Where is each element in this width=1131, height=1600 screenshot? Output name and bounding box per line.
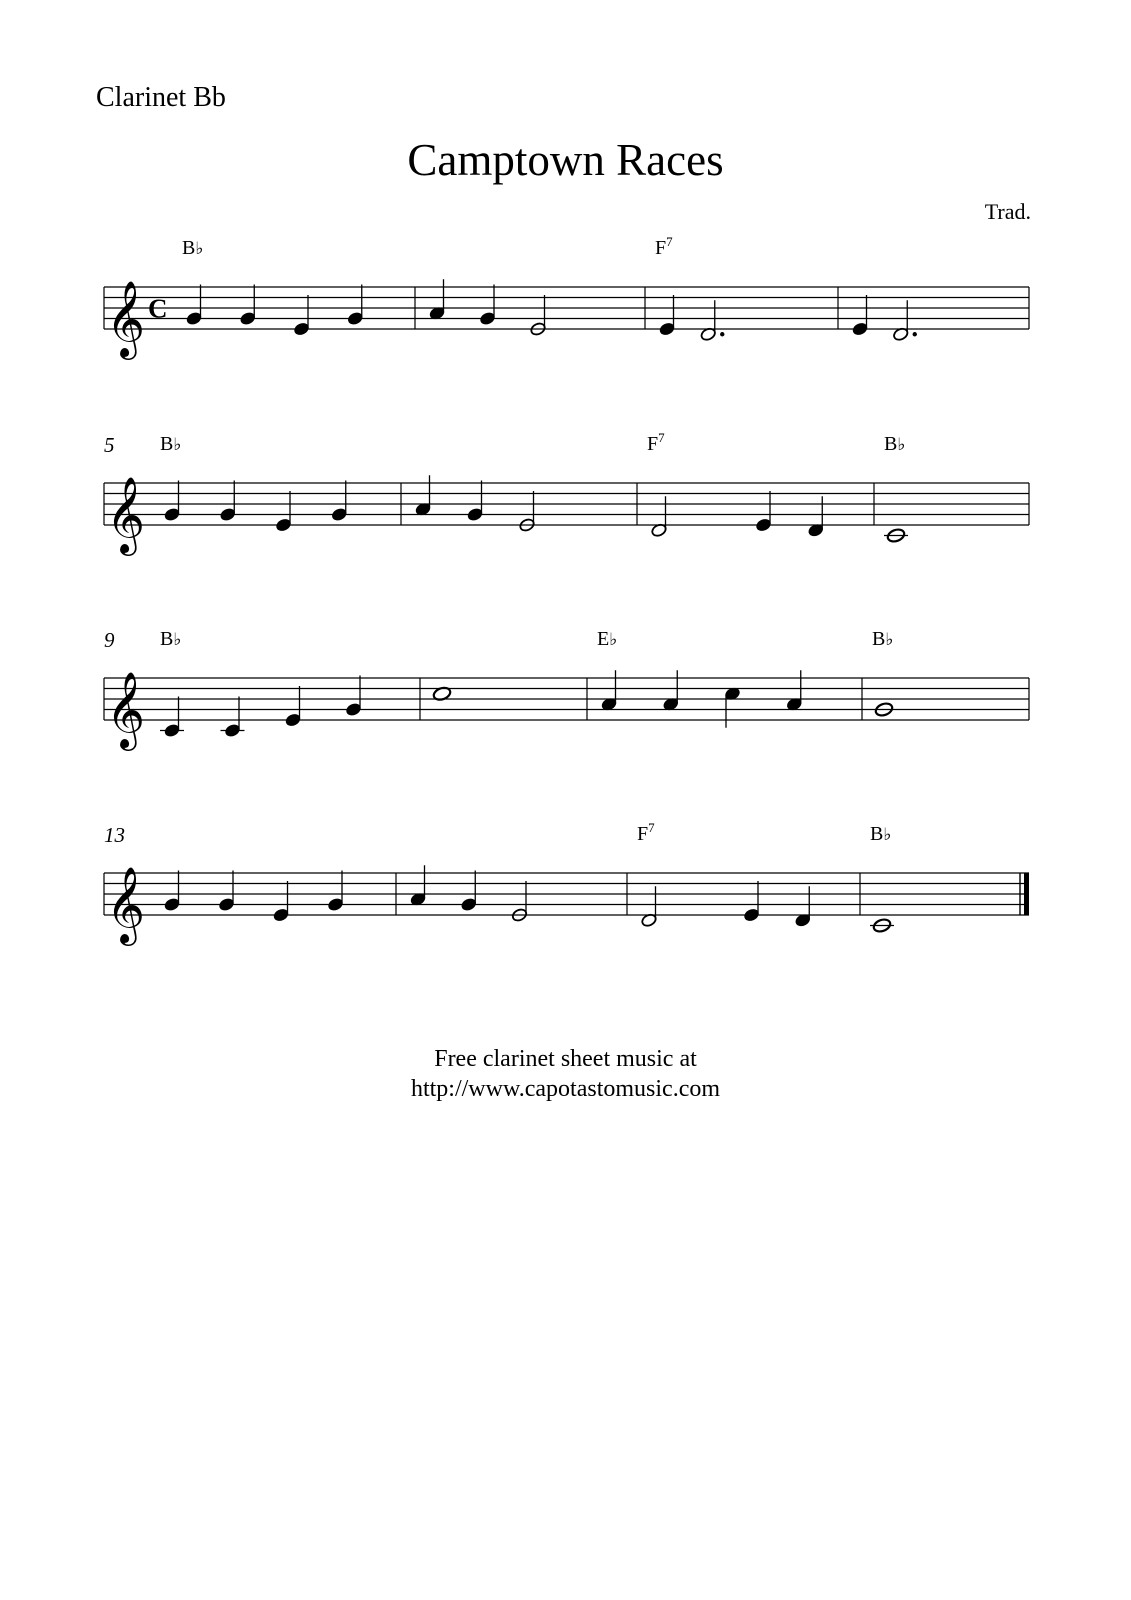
chord-symbol: B♭	[870, 823, 892, 845]
instrument-label: Clarinet Bb	[96, 82, 226, 113]
chord-symbol: B♭	[884, 433, 906, 455]
chord-symbol: B♭	[872, 628, 894, 650]
time-signature: C	[148, 293, 168, 324]
treble-clef-icon: 𝄞	[106, 671, 146, 748]
chord-symbol: $F^7$	[637, 820, 655, 845]
footer	[0, 1044, 1131, 1104]
chord-symbol: $F^7$	[647, 430, 665, 455]
footer-line-2[interactable]: http://www.capotastomusic.com	[410, 1076, 721, 1102]
measure-number: 5	[104, 433, 115, 457]
chord-symbol: B♭	[182, 237, 204, 259]
treble-clef-icon: 𝄞	[106, 866, 146, 943]
chord-symbol: B♭	[160, 433, 182, 455]
footer-line-1: Free clarinet sheet music at	[434, 1046, 697, 1072]
chord-symbol: $F^7$	[655, 234, 673, 259]
measure-number: 13	[104, 823, 125, 847]
treble-clef-icon: 𝄞	[106, 280, 146, 357]
augmentation-dot	[913, 332, 917, 336]
treble-clef-icon: 𝄞	[106, 476, 146, 553]
song-title: Camptown Races	[407, 135, 724, 185]
final-barline-thick	[1024, 873, 1029, 915]
chord-symbol: B♭	[160, 628, 182, 650]
measure-number: 9	[104, 628, 115, 652]
composer-label: Trad.	[984, 199, 1031, 224]
chord-symbol: E♭	[597, 628, 618, 650]
augmentation-dot	[720, 332, 724, 336]
